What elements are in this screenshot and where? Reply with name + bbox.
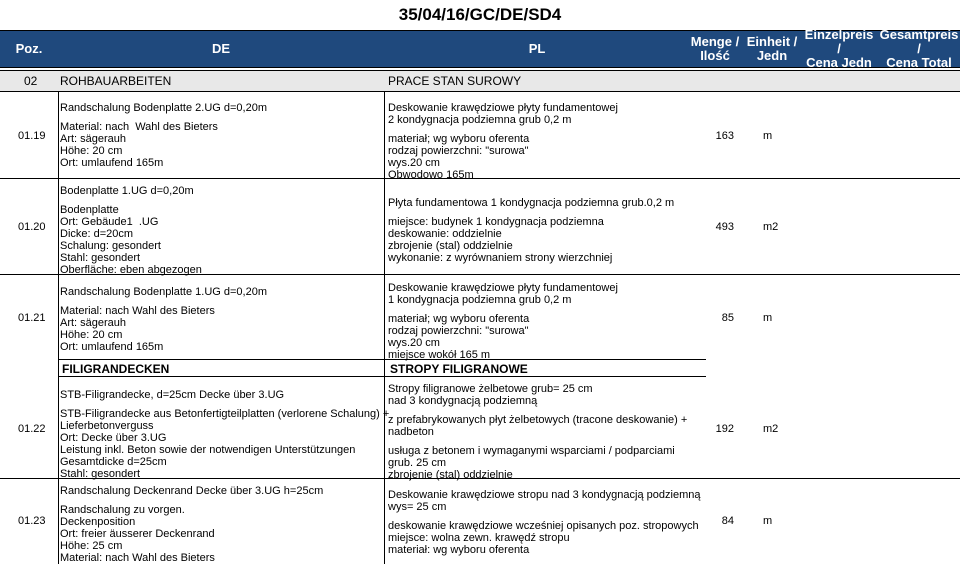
text-line: Höhe: 25 cm [60, 540, 123, 552]
row-quantity: 85 [721, 312, 734, 324]
subsection-title-pl: STROPY FILIGRANOWE [390, 362, 528, 376]
document-title: 35/04/16/GC/DE/SD4 [398, 5, 562, 24]
text-line: Art: sägerauh [60, 317, 127, 329]
text-line: Randschalung Bodenplatte 2.UG d=0,20m [60, 102, 268, 114]
text-line: miejsce: wolna zewn. krawędź stropu [388, 532, 570, 544]
text-line: Płyta fundamentowa 1 kondygnacja podziemna grub.0,2 m [388, 197, 675, 209]
subsection-title-de: FILIGRANDECKEN [62, 362, 170, 376]
text-line: Oberfläche: eben abgezogen [60, 264, 202, 276]
text-line: materiał; wg wyboru oferenta [388, 313, 530, 325]
header-gesamtpreis: Gesamtpreis / Cena Total [879, 27, 959, 70]
text-line: Randschalung Deckenrand Decke über 3.UG h=25cm [60, 485, 324, 497]
text-line: Ort: umlaufend 165m [60, 341, 164, 353]
text-line: rodzaj powierzchni: "surowa" [388, 325, 529, 337]
row-pos: 01.20 [18, 221, 46, 233]
text-line: Material: nach Wahl des Bieters [60, 121, 218, 133]
text-line: miejsce: budynek 1 kondygnacja podziemna [388, 216, 604, 228]
text-line: zbrojenie (stal) oddzielnie [388, 469, 513, 481]
text-line: nadbeton [388, 426, 434, 438]
text-line: Ort: Gebäude1 .UG [60, 216, 159, 228]
text-line: Bodenplatte [60, 204, 119, 216]
header-einzelpreis: Einzelpreis / Cena Jedn [804, 27, 874, 70]
text-line: Obwodowo 165m [388, 169, 474, 181]
text-line: Stropy filigranowe żelbetowe grub= 25 cm [388, 383, 593, 395]
column-divider [58, 92, 59, 564]
header-menge: Menge / Ilość [690, 34, 740, 63]
section-code: 02 [24, 74, 38, 88]
column-divider [384, 92, 385, 564]
text-line: Lieferbetonverguss [60, 420, 154, 432]
row-de-text [60, 389, 390, 480]
row-pos: 01.23 [18, 515, 46, 527]
text-line: Bodenplatte 1.UG d=0,20m [60, 185, 194, 197]
row-de-text [60, 185, 380, 276]
text-line: Deskowanie krawędziowe stropu nad 3 kondygnacją podziemną [388, 489, 701, 501]
row-pos: 01.19 [18, 130, 46, 142]
text-line: Material: nach Wahl des Bieters [60, 305, 215, 317]
text-line: Ort: Decke über 3.UG [60, 432, 167, 444]
text-line: Randschalung zu vorgen. [60, 504, 185, 516]
text-line: Deskowanie krawędziowe płyty fundamentowej [388, 282, 618, 294]
row-unit: m [763, 515, 773, 527]
header-pl: PL [528, 41, 546, 56]
text-line: deskowanie krawędziowe wcześniej opisanych poz. stropowych [388, 520, 699, 532]
text-line: wys.20 cm [388, 157, 440, 169]
text-line: 1 kondygnacja podziemna grub 0,2 m [388, 294, 572, 306]
row-pl-text [388, 383, 704, 481]
row-pos: 01.22 [18, 423, 46, 435]
text-line: Art: sägerauh [60, 133, 127, 145]
text-line: deskowanie: oddzielnie [388, 228, 502, 240]
row-de-text [60, 286, 380, 353]
row-unit: m [763, 312, 773, 324]
row-quantity: 493 [715, 221, 734, 233]
section-header [0, 70, 960, 92]
text-line: STB-Filigrandecke, d=25cm Decke über 3.UG [60, 389, 285, 401]
header-de: DE [211, 41, 231, 56]
text-line: Deckenposition [60, 516, 136, 528]
text-line: Ort: umlaufend 165m [60, 157, 164, 169]
text-line: materiał: wg wyboru oferenta [388, 544, 530, 556]
row-unit: m [763, 130, 773, 142]
section-title-pl: PRACE STAN SUROWY [388, 74, 522, 88]
text-line: STB-Filigrandecke aus Betonfertigteilplatten (verlorene Schalung) + [60, 408, 390, 420]
text-line: wykonanie: z wyrównaniem strony wierzchniej [388, 252, 613, 264]
text-line: Dicke: d=20cm [60, 228, 134, 240]
header-poz: Poz. [15, 41, 43, 56]
section-title-de: ROHBAUARBEITEN [60, 74, 172, 88]
text-line: Leistung inkl. Beton sowie der notwendigen Unterstützungen [60, 444, 356, 456]
row-pl-text [388, 102, 704, 181]
text-line: zbrojenie (stal) oddzielnie [388, 240, 513, 252]
row-unit: m2 [763, 221, 779, 233]
text-line: materiał; wg wyboru oferenta [388, 133, 530, 145]
row-quantity: 84 [721, 515, 734, 527]
text-line: Stahl: gesondert [60, 468, 141, 480]
row-de-text [60, 485, 380, 564]
text-line: wys= 25 cm [388, 501, 447, 513]
text-line: grub. 25 cm [388, 457, 447, 469]
row-pl-text [388, 282, 704, 361]
text-line: Randschalung Bodenplatte 1.UG d=0,20m [60, 286, 268, 298]
row-de-text [60, 102, 380, 169]
row-pos: 01.21 [18, 312, 46, 324]
row-pl-text [388, 489, 704, 556]
table-header [0, 27, 960, 70]
text-line: z prefabrykowanych płyt żelbetowych (tracone deskowanie) + [388, 414, 688, 426]
text-line: Material: nach Wahl des Bieters [60, 552, 215, 564]
text-line: miejsce wokół 165 m [388, 349, 491, 361]
text-line: rodzaj powierzchni: "surowa" [388, 145, 529, 157]
header-einheit: Einheit / Jedn [746, 34, 798, 63]
text-line: nad 3 kondygnacją podziemną [388, 395, 538, 407]
row-quantity: 163 [715, 130, 734, 142]
text-line: Gesamtdicke d=25cm [60, 456, 167, 468]
text-line: Höhe: 20 cm [60, 145, 123, 157]
row-unit: m2 [763, 423, 779, 435]
text-line: Ort: freier äusserer Deckenrand [60, 528, 215, 540]
text-line: usługa z betonem i wymaganymi wsparciami / podparciami [388, 445, 675, 457]
text-line: Höhe: 20 cm [60, 329, 123, 341]
row-pl-text [388, 197, 704, 264]
text-line: wys.20 cm [388, 337, 440, 349]
row-quantity: 192 [715, 423, 734, 435]
text-line: Schalung: gesondert [60, 240, 161, 252]
text-line: Stahl: gesondert [60, 252, 141, 264]
text-line: Deskowanie krawędziowe płyty fundamentowej [388, 102, 618, 114]
text-line: 2 kondygnacja podziemna grub 0,2 m [388, 114, 572, 126]
